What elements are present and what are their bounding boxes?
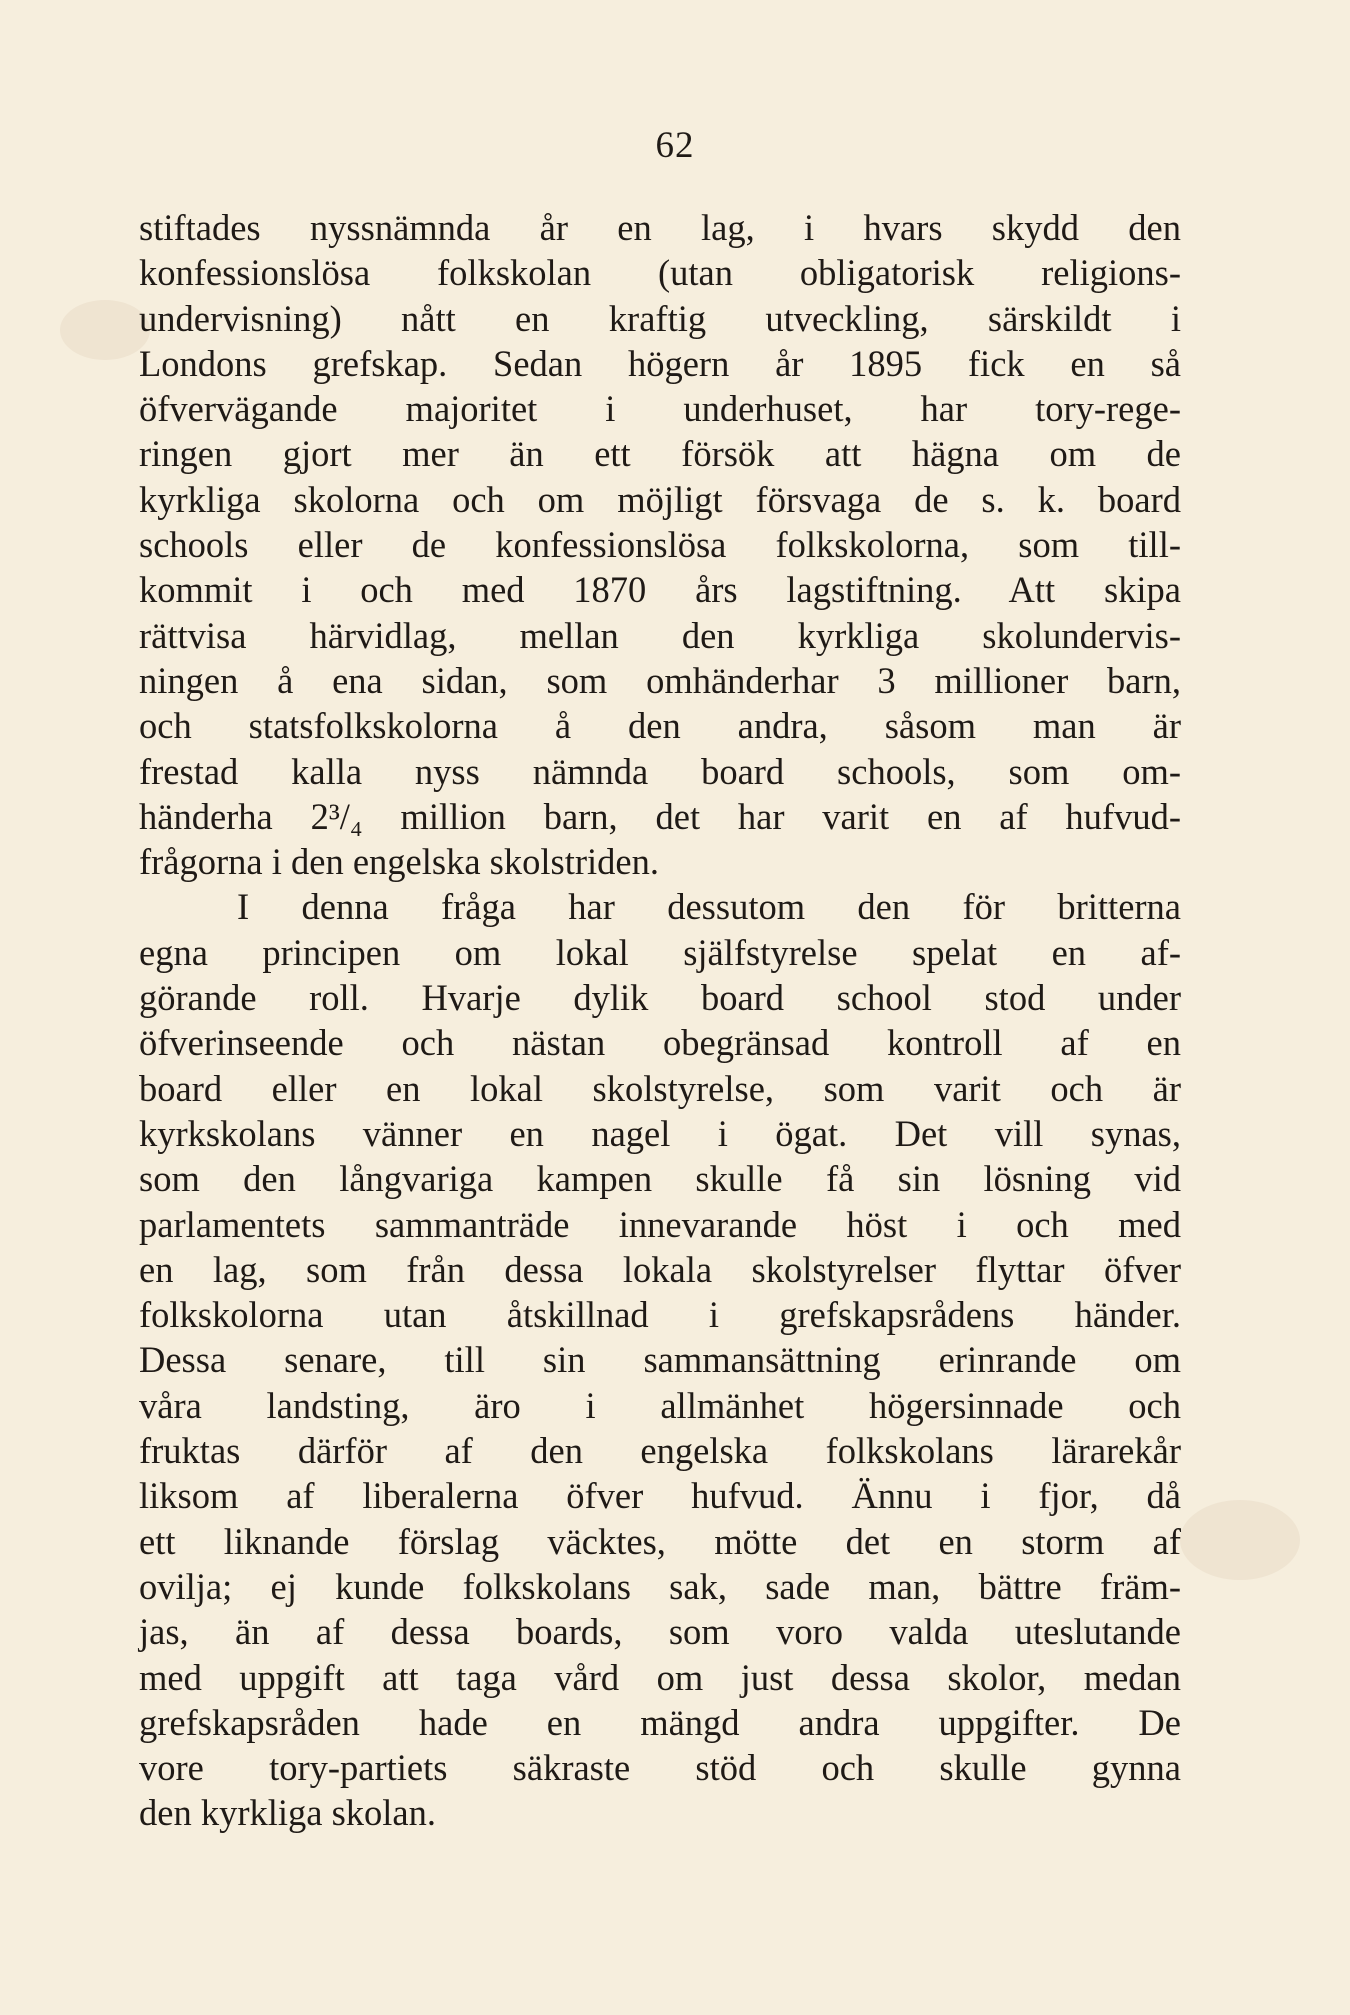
text-line: kommit i och med 1870 års lagstiftning. Att skipa bbox=[139, 569, 1181, 611]
text-line: frestad kalla nyss nämnda board schools, som om- bbox=[139, 750, 1181, 792]
text-line: folkskolorna utan åtskillnad i grefskapsrådens händer. bbox=[139, 1294, 1181, 1336]
text-line: kyrkskolans vänner en nagel i ögat. Det vill synas, bbox=[139, 1112, 1181, 1154]
text-line: stiftades nyssnämnda år en lag, i hvars skydd den bbox=[139, 207, 1181, 248]
text-line: ett liknande förslag väcktes, mötte det en storm af bbox=[139, 1520, 1181, 1562]
text-line: vore tory-partiets säkraste stöd och skulle gynna bbox=[139, 1747, 1181, 1789]
text-line: kyrkliga skolorna och om möjligt försvaga de s. k. board bbox=[139, 478, 1181, 520]
text-line: ringen gjort mer än ett försök att hägna om de bbox=[139, 433, 1181, 475]
text-line: schools eller de konfessionslösa folkskolorna, som till- bbox=[139, 524, 1181, 566]
page-number: 62 bbox=[655, 125, 695, 166]
text-line: konfessionslösa folkskolan (utan obligatorisk religions- bbox=[139, 252, 1181, 294]
text-line: ovilja; ej kunde folkskolans sak, sade man, bättre främ- bbox=[139, 1565, 1181, 1607]
text-line: I denna fråga har dessutom den för britterna bbox=[237, 886, 1181, 928]
body-text bbox=[139, 205, 1181, 1836]
text-line: liksom af liberalerna öfver hufvud. Ännu i fjor, då bbox=[139, 1475, 1181, 1517]
paper-stain bbox=[60, 300, 150, 360]
text-line: öfvervägande majoritet i underhuset, har tory-rege- bbox=[139, 388, 1181, 430]
paper-stain bbox=[1180, 1500, 1300, 1580]
text-line: grefskapsråden hade en mängd andra uppgifter. De bbox=[139, 1701, 1181, 1743]
text-line: rättvisa härvidlag, mellan den kyrkliga skolundervis- bbox=[139, 614, 1181, 656]
text-line: parlamentets sammanträde innevarande höst i och med bbox=[139, 1203, 1181, 1245]
text-line: jas, än af dessa boards, som voro valda uteslutande bbox=[139, 1611, 1181, 1653]
text-line: görande roll. Hvarje dylik board school stod under bbox=[139, 977, 1181, 1019]
text-line: den kyrkliga skolan. bbox=[139, 1792, 437, 1834]
text-line: Londons grefskap. Sedan högern år 1895 fick en så bbox=[139, 342, 1181, 384]
text-line: Dessa senare, till sin sammansättning erinrande om bbox=[139, 1339, 1181, 1381]
text-line: och statsfolkskolorna å den andra, såsom man är bbox=[139, 705, 1181, 747]
text-line: våra landsting, äro i allmänhet högersinnade och bbox=[139, 1384, 1181, 1426]
text-line: som den långvariga kampen skulle få sin lösning vid bbox=[139, 1158, 1181, 1200]
text-line: ningen å ena sidan, som omhänderhar 3 millioner barn, bbox=[139, 659, 1181, 701]
text-line: fruktas därför af den engelska folkskolans lärarekår bbox=[139, 1430, 1181, 1472]
text-line: frågorna i den engelska skolstriden. bbox=[139, 841, 659, 883]
text-line: undervisning) nått en kraftig utveckling, särskildt i bbox=[139, 297, 1181, 339]
text-line: board eller en lokal skolstyrelse, som varit och är bbox=[139, 1067, 1181, 1109]
text-line: med uppgift att taga vård om just dessa skolor, medan bbox=[139, 1656, 1181, 1698]
text-line: öfverinseende och nästan obegränsad kontroll af en bbox=[139, 1022, 1181, 1064]
text-line: en lag, som från dessa lokala skolstyrelser flyttar öfver bbox=[139, 1248, 1181, 1290]
text-line: händerha 2³/₄ million barn, det har varit en af hufvud- bbox=[139, 795, 1181, 837]
text-line: egna principen om lokal själfstyrelse spelat en af- bbox=[139, 931, 1181, 973]
